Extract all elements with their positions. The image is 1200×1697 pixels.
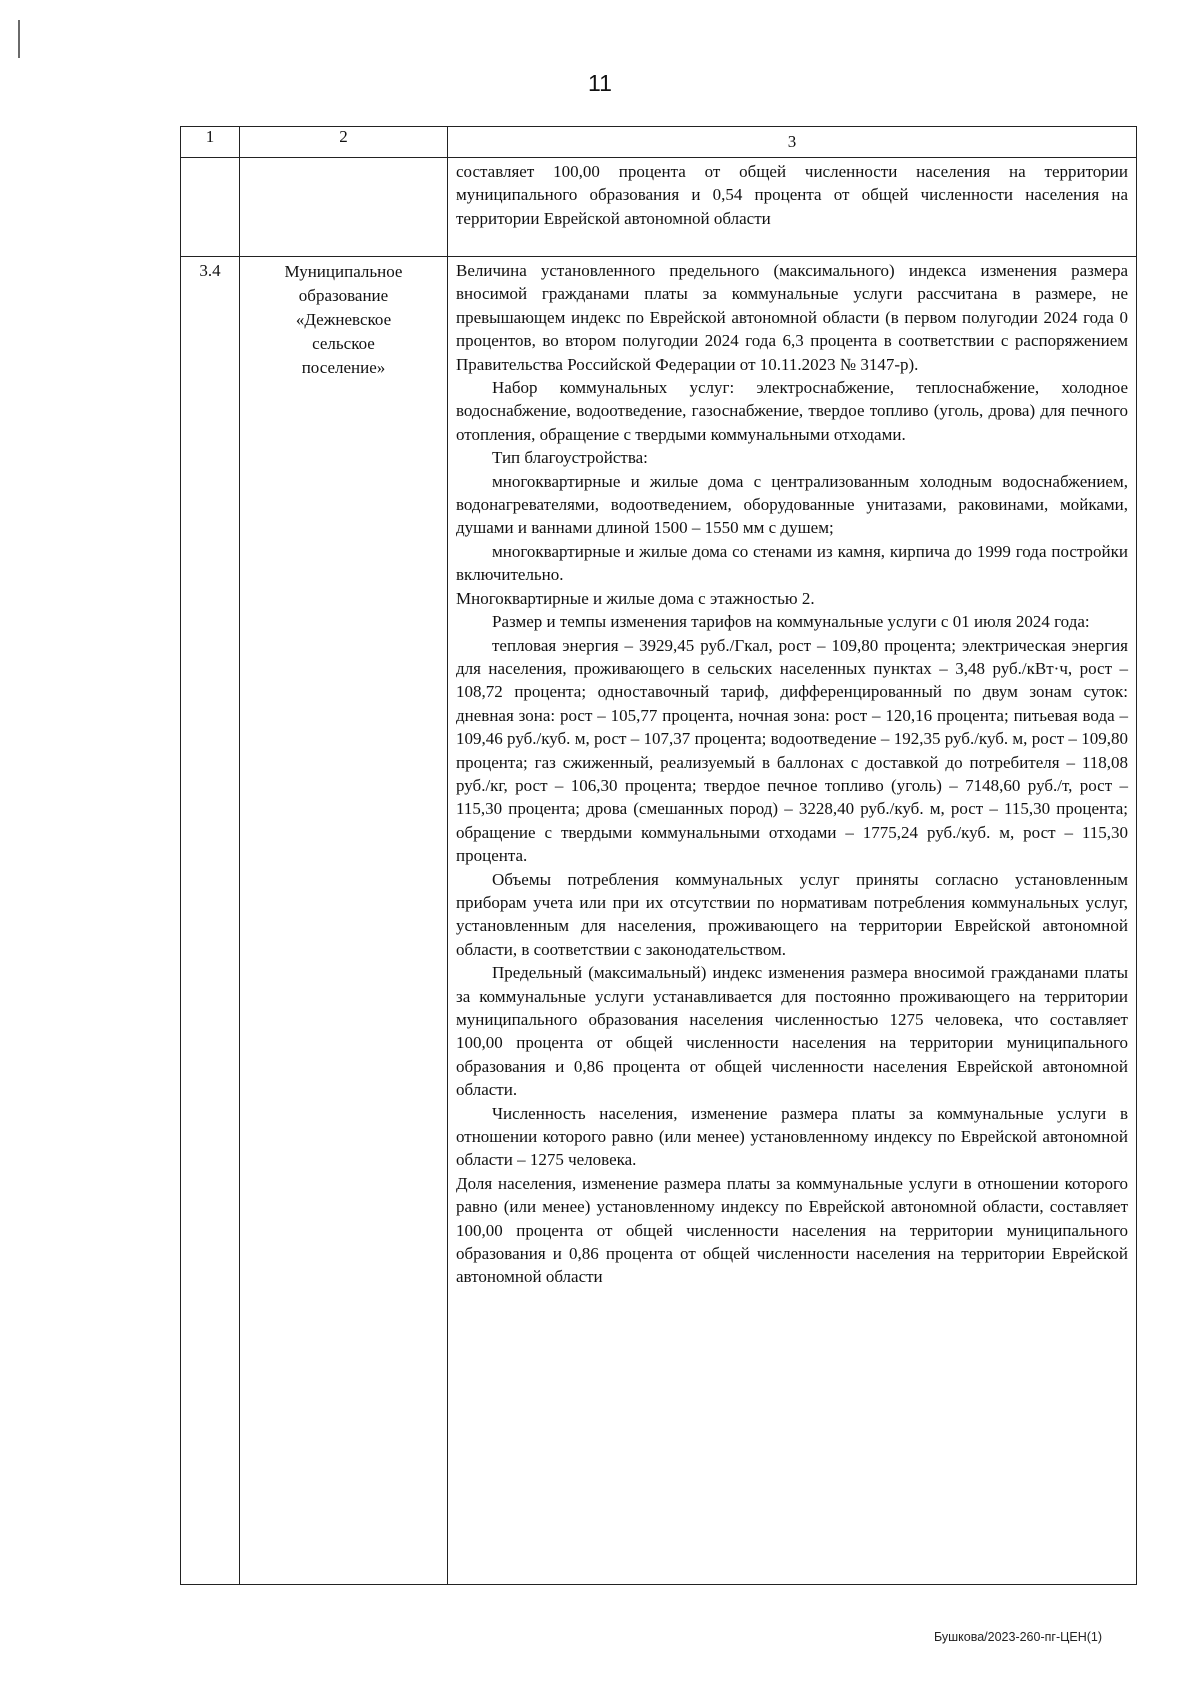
paragraph-consumption-volumes: Объемы потребления коммунальных услуг приняты согласно установленным приборам учета или при их отсутствии по нормативам потребления коммунальных услуг, установленным для населения, проживающего на территории Еврейской автономной области, в соответствии с законодательством. <box>456 869 1128 959</box>
municipality-name-line: Муниципальное <box>284 262 403 281</box>
table-row-3-4 <box>181 257 1137 1585</box>
paragraph-storeys: Многоквартирные и жилые дома с этажностью 2. <box>456 588 815 608</box>
table-header-row <box>181 127 1137 158</box>
municipality-name-cell <box>240 257 448 1585</box>
header-col-1: 1 <box>181 127 240 158</box>
paragraph-amenity-type-heading: Тип благоустройства: <box>492 448 648 468</box>
paragraph-amenity-type-2: многоквартирные и жилые дома со стенами из камня, кирпича до 1999 года постройки включительно. <box>456 541 1128 585</box>
municipality-name-line: образование <box>298 286 389 305</box>
description-cell <box>448 257 1137 1585</box>
continuation-text: составляет 100,00 процента от общей численности населения на территории муниципального образования и 0,54 процента от общей численности населения на территории Еврейской автономной области <box>456 162 1128 228</box>
paragraph-tariffs: тепловая энергия – 3929,45 руб./Гкал, рост – 109,80 процента; электрическая энергия для населения, проживающего в сельских населенных пунктах – 3,48 руб./кВт·ч, рост – 108,72 процента; одноставочный тариф, дифференцированный по двум зонам суток: дневная зона: рост – 105,77 процента, ночная зона: рост – 120,16 процента; питьевая вода – 109,46 руб./куб. м, рост – 107,37 процента; водоотведение – 192,35 руб./куб. м, рост – 109,80 процента; газ сжиженный, реализуемый в баллонах с доставкой до потребителя – 118,08 руб./кг, рост – 106,30 процента; твердое печное топливо (уголь) – 7148,60 руб./т, рост – 115,30 процента; дрова (смешанных пород) – 3228,40 руб./куб. м, рост – 115,30 процента; обращение с твердыми коммунальными отходами – 1775,24 руб./куб. м, рост – 115,30 процента. <box>456 635 1128 866</box>
row-number: 3.4 <box>181 257 240 1585</box>
paragraph-index-basis: Величина установленного предельного (максимального) индекса изменения размера вносимой гражданами платы за коммунальные услуги рассчитана в размере, не превышающем индекс по Еврейской автономной области (в первом полугодии 2024 года 0 процентов, во втором полугодии 2024 года 6,3 процента в соответствии с распоряжением Правительства Российской Федерации от 10.11.2023 № 3147-р). <box>456 261 1128 374</box>
municipality-name-line: «Дежневское <box>295 310 392 329</box>
paragraph-max-index: Предельный (максимальный) индекс изменения размера вносимой гражданами платы за коммунальные услуги устанавливается для постоянно проживающего на территории муниципального образования населения численностью 1275 человека, что составляет 100,00 процента от общей численности населения на территории муниципального образования и 0,86 процента от общей численности населения Еврейской автономной области. <box>456 963 1128 1100</box>
page-number: 11 <box>588 70 612 96</box>
paragraph-tariffs-heading: Размер и темпы изменения тарифов на коммунальные услуги с 01 июля 2024 года: <box>492 612 1090 632</box>
footer-document-code: Бушкова/2023-260-пг-ЦЕН(1) <box>933 1630 1102 1644</box>
table-row-continuation <box>181 158 1137 257</box>
municipality-name-line: сельское <box>312 334 375 353</box>
scan-edge-mark <box>18 20 20 58</box>
paragraph-population-share: Доля населения, изменение размера платы за коммунальные услуги в отношении которого равно (или менее) установленному индексу по Еврейской автономной области, составляет 100,00 процента от общей численности населения на территории муниципального образования и 0,86 процента от общей численности населения на территории Еврейской автономной области <box>456 1173 1128 1287</box>
paragraph-population-count: Численность населения, изменение размера платы за коммунальные услуги в отношении которого равно (или менее) установленному индексу по Еврейской автономной области – 1275 человека. <box>456 1103 1128 1170</box>
continuation-number-cell <box>181 158 240 257</box>
paragraph-amenity-type-1: многоквартирные и жилые дома с централизованным холодным водоснабжением, водонагревателями, водоотведением, оборудованные унитазами, раковинами, мойками, душами и ваннами длиной 1500 – 1550 мм с душем; <box>456 471 1128 538</box>
header-col-2: 2 <box>240 127 448 158</box>
continuation-name-cell <box>240 158 448 257</box>
header-col-3: 3 <box>448 127 1137 158</box>
continuation-text-cell <box>448 158 1137 257</box>
paragraph-services-set: Набор коммунальных услуг: электроснабжение, теплоснабжение, холодное водоснабжение, водоотведение, газоснабжение, твердое топливо (уголь, дрова) для печного отопления, обращение с твердыми коммунальными отходами. <box>456 378 1128 444</box>
tariff-table <box>180 126 1137 1585</box>
municipality-name-line: поселение» <box>301 358 386 377</box>
